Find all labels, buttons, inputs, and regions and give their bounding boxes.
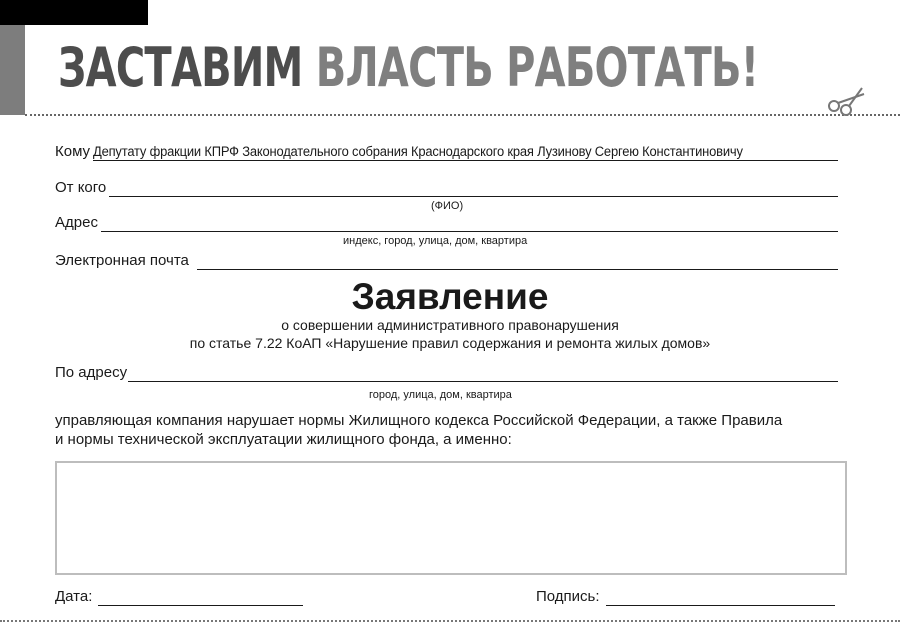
headline-dark: ЗАСТАВИМ bbox=[58, 36, 303, 99]
to-field bbox=[55, 143, 838, 161]
scissors-icon bbox=[828, 86, 868, 116]
subtitle-line-1: о совершении административного правонарушения bbox=[281, 317, 619, 333]
cut-line bbox=[25, 114, 900, 116]
at-address-label: По адресу bbox=[55, 364, 128, 381]
from-field bbox=[55, 179, 838, 197]
signature-label: Подпись: bbox=[536, 588, 600, 605]
address-label: Адрес bbox=[55, 214, 98, 231]
at-address-hint: город, улица, дом, квартира bbox=[369, 389, 512, 401]
date-field bbox=[55, 588, 303, 606]
email-label: Электронная почта bbox=[55, 252, 189, 269]
headline bbox=[58, 36, 758, 100]
violation-text-line-1: управляющая компания нарушает нормы Жилищного кодекса Российской Федерации, а также Правила bbox=[55, 412, 783, 429]
corner-block bbox=[0, 0, 148, 25]
at-address-input-line[interactable] bbox=[128, 367, 838, 382]
from-label: От кого bbox=[55, 179, 107, 196]
from-input-line[interactable] bbox=[109, 182, 838, 197]
signature-input-line[interactable] bbox=[606, 591, 835, 606]
address-input-line[interactable] bbox=[101, 217, 838, 232]
to-value: Депутату фракции КПРФ Законодательного собрания Краснодарского края Лузинову Сергею Константиновичу bbox=[93, 144, 743, 159]
subtitle-line-2: по статье 7.22 КоАП «Нарушение правил содержания и ремонта жилых домов» bbox=[189, 335, 711, 351]
violation-text bbox=[55, 411, 855, 449]
document-title: Заявление bbox=[351, 276, 549, 317]
from-hint: (ФИО) bbox=[431, 200, 464, 212]
date-input-line[interactable] bbox=[98, 591, 303, 606]
email-field bbox=[55, 252, 838, 270]
address-hint: индекс, город, улица, дом, квартира bbox=[343, 235, 528, 247]
headline-light: ВЛАСТЬ РАБОТАТЬ! bbox=[315, 36, 759, 99]
bottom-cut-line bbox=[0, 620, 900, 622]
email-input-line[interactable] bbox=[197, 255, 838, 270]
side-accent-bar bbox=[0, 25, 25, 115]
address-field bbox=[55, 214, 838, 232]
date-label: Дата: bbox=[55, 588, 93, 605]
signature-field bbox=[536, 588, 835, 606]
violation-text-line-2: и нормы технической эксплуатации жилищного фонда, а именно: bbox=[55, 431, 512, 448]
to-line[interactable] bbox=[93, 146, 838, 161]
to-label: Кому bbox=[55, 143, 91, 160]
at-address-field bbox=[55, 364, 838, 382]
violation-description-box[interactable] bbox=[55, 461, 847, 575]
